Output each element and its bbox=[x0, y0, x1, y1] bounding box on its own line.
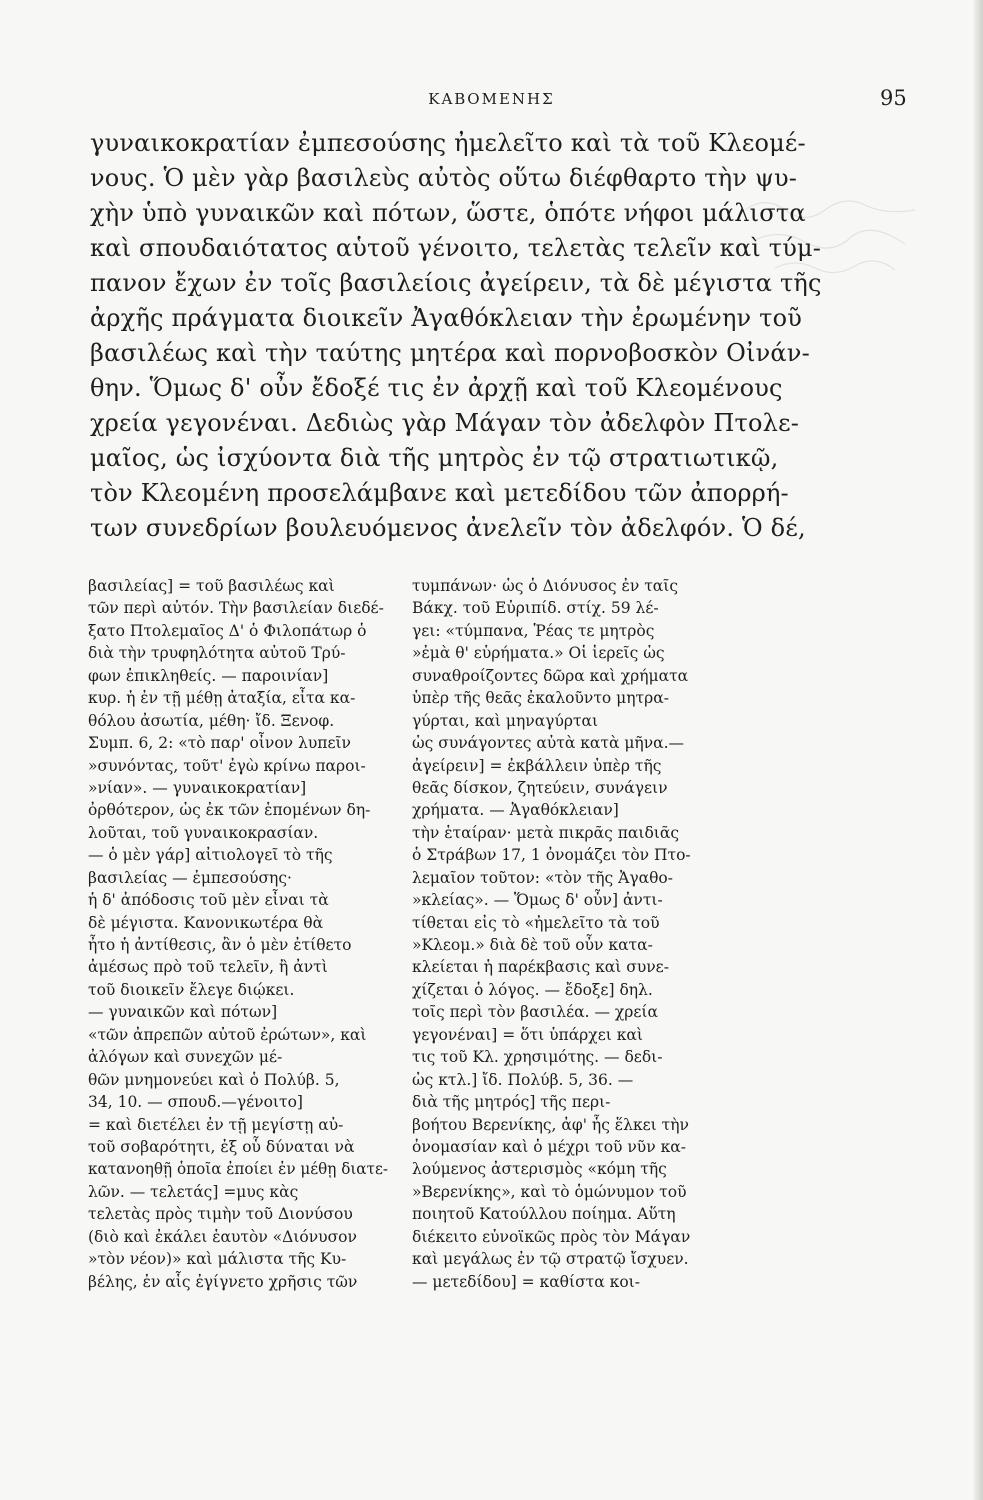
commentary-line: = καὶ διετέλει ἐν τῇ μεγίστῃ αὐ- bbox=[88, 1115, 344, 1134]
commentary-line: τὴν ἑταίραν· μετὰ πικρᾶς παιδιᾶς bbox=[412, 823, 680, 842]
commentary-line: ποιητοῦ Κατούλλου ποίημα. Αὕτη bbox=[412, 1205, 676, 1224]
commentary-line: κατανοηθῇ ὁποῖα ἐποίει ἐν μέθῃ διατε- bbox=[88, 1160, 388, 1179]
commentary-line: λοῦται, τοῦ γυναικοκρασίαν. bbox=[88, 823, 319, 842]
main-text-line: χὴν ὑπὸ γυναικῶν καὶ πότων, ὥστε, ὁπότε νήφοι μάλιστα bbox=[90, 199, 806, 227]
commentary-line: βοήτου Βερενίκης, ἀφ' ἧς ἕλκει τὴν bbox=[412, 1115, 689, 1134]
commentary-line: »ἐμὰ θ' εὑρήματα.» Οἱ ἱερεῖς ὡς bbox=[412, 644, 665, 663]
commentary-line: ὁ Στράβων 17, 1 ὀνομάζει τὸν Πτο- bbox=[412, 846, 691, 865]
commentary-line: (διὸ καὶ ἐκάλει ἑαυτὸν «Διόνυσον bbox=[88, 1227, 357, 1246]
commentary-line: διέκειτο εὐνοϊκῶς πρὸς τὸν Μάγαν bbox=[412, 1227, 691, 1246]
commentary-line: τῶν περὶ αὐτόν. Τὴν βασιλείαν διεδέ- bbox=[88, 599, 384, 618]
commentary-line: τίθεται εἰς τὸ «ἠμελεῖτο τὰ τοῦ bbox=[412, 913, 660, 932]
commentary-column-right bbox=[412, 575, 742, 1293]
commentary-line: 34, 10. — σπουδ.—γένοιτο] bbox=[88, 1093, 303, 1112]
commentary-line: Συμπ. 6, 2: «τὸ παρ' οἶνον λυπεῖν bbox=[88, 734, 351, 753]
commentary-line: τελετὰς πρὸς τιμὴν τοῦ Διονύσου bbox=[88, 1205, 353, 1224]
commentary-line: ὀνομασίαν καὶ ὁ μέχρι τοῦ νῦν κα- bbox=[412, 1137, 686, 1156]
commentary-line: γεγονέναι] = ὅτι ὑπάρχει καὶ bbox=[412, 1025, 643, 1044]
commentary-line: γει: «τύμπανα, Ῥέας τε μητρὸς bbox=[412, 621, 655, 640]
commentary-line: ἡ δ' ἀπόδοσις τοῦ μὲν εἶναι τὰ bbox=[88, 891, 329, 910]
commentary-line: ἀμέσως πρὸ τοῦ τελεῖν, ἢ ἀντὶ bbox=[88, 958, 328, 977]
commentary-line: ὀρθότερον, ὡς ἐκ τῶν ἑπομένων δη- bbox=[88, 801, 371, 820]
main-text-line: βασιλέως καὶ τὴν ταύτης μητέρα καὶ πορνοβοσκὸν Οἰνάν- bbox=[90, 339, 810, 367]
commentary-line: »κλείας». — Ὅμως δ' οὖν] ἀντι- bbox=[412, 891, 663, 910]
commentary-line: τοῖς περὶ τὸν βασιλέα. — χρεία bbox=[412, 1003, 658, 1022]
commentary-line: ξατο Πτολεμαῖος Δ' ὁ Φιλοπάτωρ ὁ bbox=[88, 621, 367, 640]
commentary-line: »Βερενίκης», καὶ τὸ ὁμώνυμον τοῦ bbox=[412, 1182, 687, 1201]
commentary-line: λῶν. — τελετάς] =μυς κὰς bbox=[88, 1182, 299, 1201]
commentary-line: τυμπάνων· ὡς ὁ Διόνυσος ἐν ταῖς bbox=[412, 577, 679, 595]
commentary-column-left bbox=[88, 575, 388, 1293]
commentary-line: »συνόντας, τοῦτ' ἐγὼ κρίνω παροι- bbox=[88, 756, 366, 775]
commentary-line: συναθροίζοντες δῶρα καὶ χρήματα bbox=[412, 666, 689, 685]
commentary-line: — ὁ μὲν γάρ] αἰτιολογεῖ τὸ τῆς bbox=[88, 846, 333, 865]
commentary-line: ἀγείρειν] = ἐκβάλλειν ὑπὲρ τῆς bbox=[412, 756, 662, 775]
commentary-line: βασιλείας] = τοῦ βασιλέως καὶ bbox=[88, 577, 335, 595]
commentary-line: καὶ μεγάλως ἐν τῷ στρατῷ ἴσχυεν. bbox=[412, 1250, 689, 1269]
commentary-line: »νίαν». — γυναικοκρατίαν] bbox=[88, 778, 307, 797]
main-text-line: τὸν Κλεομένη προσελάμβανε καὶ μετεδίδου τῶν ἀπορρή- bbox=[90, 479, 789, 507]
main-text-line: θην. Ὅμως δ' οὖν ἔδοξέ τις ἐν ἀρχῇ καὶ τοῦ Κλεομένους bbox=[90, 374, 783, 402]
commentary-line: θόλου ἀσωτία, μέθη· ἴδ. Ξενοφ. bbox=[88, 711, 335, 730]
commentary-line: Βάκχ. τοῦ Εὐριπίδ. στίχ. 59 λέ- bbox=[412, 599, 659, 618]
main-text-line: καὶ σπουδαιότατος αὑτοῦ γένοιτο, τελετὰς τελεῖν καὶ τύμ- bbox=[90, 234, 822, 262]
main-text-line: μαῖος, ὡς ἰσχύοντα διὰ τῆς μητρὸς ἐν τῷ στρατιωτικῷ, bbox=[90, 444, 779, 472]
commentary-line: διὰ τὴν τρυφηλότητα αὐτοῦ Τρύ- bbox=[88, 644, 346, 663]
main-text-line: πανον ἔχων ἐν τοῖς βασιλείοις ἀγείρειν, τὰ δὲ μέγιστα τῆς bbox=[90, 269, 822, 297]
commentary-line: δὲ μέγιστα. Κανονικωτέρα θὰ bbox=[88, 913, 324, 932]
commentary-line: χρήματα. — Ἀγαθόκλειαν] bbox=[412, 801, 619, 820]
main-text-line: ἀρχῆς πράγματα διοικεῖν Ἀγαθόκλειαν τὴν ἐρωμένην τοῦ bbox=[90, 304, 803, 332]
commentary-line: ὡς κτλ.] ἴδ. Πολύβ. 5, 36. — bbox=[412, 1070, 634, 1089]
commentary-line: γύρται, καὶ μηναγύρται bbox=[412, 711, 599, 730]
commentary-line: τις τοῦ Κλ. χρησιμότης. — δεδι- bbox=[412, 1048, 663, 1067]
commentary-line: τοῦ διοικεῖν ἔλεγε διῴκει. bbox=[88, 980, 295, 999]
main-text-body bbox=[90, 126, 886, 546]
commentary-line: βασιλείας — ἐμπεσούσης· bbox=[88, 868, 292, 887]
commentary-line: — γυναικῶν καὶ πότων] bbox=[88, 1003, 278, 1022]
commentary-line: λούμενος ἀστερισμὸς «κόμη τῆς bbox=[412, 1160, 667, 1179]
commentary-line: ὡς συνάγοντες αὐτὰ κατὰ μῆνα.— bbox=[412, 734, 685, 753]
commentary-line: χίζεται ὁ λόγος. — ἔδοξε] δηλ. bbox=[412, 980, 653, 999]
commentary-line: κλείεται ἡ παρέκβασις καὶ συνε- bbox=[412, 958, 669, 977]
running-head-title: ΚΑΒΟΜΕΝΗΣ bbox=[428, 90, 555, 108]
commentary-line: βέλης, ἐν αἷς ἐγίγνετο χρῆσις τῶν bbox=[88, 1272, 358, 1291]
main-text-line: των συνεδρίων βουλευόμενος ἀνελεῖν τὸν ἀδελφόν. Ὁ δέ, bbox=[90, 514, 806, 542]
commentary-line: »τὸν νέον)» καὶ μάλιστα τῆς Κυ- bbox=[88, 1250, 347, 1269]
running-head bbox=[0, 86, 983, 114]
commentary-line: θεᾶς δίσκον, ζητεύειν, συνάγειν bbox=[412, 778, 668, 797]
main-text-line: χρεία γεγονέναι. Δεδιὼς γὰρ Μάγαν τὸν ἀδελφὸν Πτολε- bbox=[90, 409, 800, 437]
commentary-line: «τῶν ἀπρεπῶν αὐτοῦ ἐρώτων», καὶ bbox=[88, 1025, 367, 1044]
commentary-line: »Κλεομ.» διὰ δὲ τοῦ οὖν κατα- bbox=[412, 936, 653, 954]
commentary-line: — μετεδίδου] = καθίστα κοι- bbox=[412, 1272, 640, 1291]
page-number: 95 bbox=[880, 86, 907, 110]
commentary-line: τοῦ σοβαρότητι, ἐξ οὗ δύναται νὰ bbox=[88, 1137, 355, 1156]
commentary-line: φων ἐπικληθείς. — παροινίαν] bbox=[88, 666, 329, 685]
commentary-line: ἦτο ἡ ἀντίθεσις, ἂν ὁ μὲν ἐτίθετο bbox=[88, 936, 352, 954]
page-gutter-shadow bbox=[973, 0, 983, 1500]
commentary-line: ὑπὲρ τῆς θεᾶς ἐκαλοῦντο μητρα- bbox=[412, 689, 669, 708]
main-text-line: γυναικοκρατίαν ἐμπεσούσης ἠμελεῖτο καὶ τὰ τοῦ Κλεομέ- bbox=[90, 129, 806, 157]
commentary-line: ἀλόγων καὶ συνεχῶν μέ- bbox=[88, 1048, 283, 1067]
commentary-line: διὰ τῆς μητρός] τῆς περι- bbox=[412, 1093, 611, 1112]
commentary-line: λεμαῖον τοῦτον: «τὸν τῆς Ἀγαθο- bbox=[412, 868, 673, 887]
commentary-line: κυρ. ἡ ἐν τῇ μέθῃ ἀταξία, εἶτα κα- bbox=[88, 689, 356, 708]
commentary-line: θῶν μνημονεύει καὶ ὁ Πολύβ. 5, bbox=[88, 1070, 340, 1089]
main-text-line: νους. Ὁ μὲν γὰρ βασιλεὺς αὐτὸς οὕτω διέφθαρτο τὴν ψυ- bbox=[90, 164, 798, 192]
